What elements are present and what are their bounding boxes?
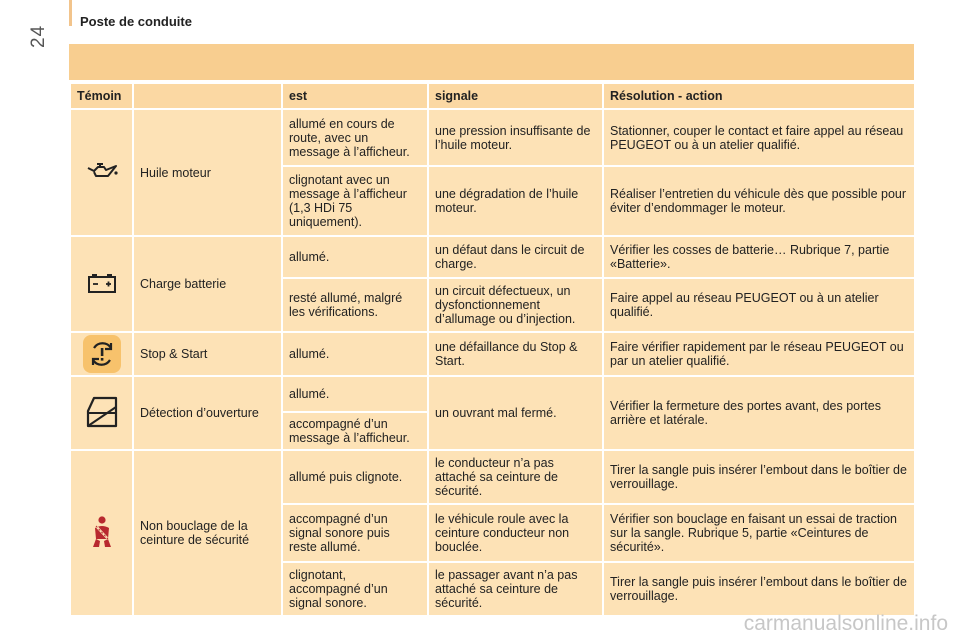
header-temoin: Témoin bbox=[70, 83, 133, 109]
action-cell: Vérifier son bouclage en faisant un essai de traction sur la sangle. Rubrique 5, partie «Ceintures de sécurité». bbox=[603, 504, 915, 562]
group-name: Huile moteur bbox=[133, 109, 282, 236]
group-name: Charge batterie bbox=[133, 236, 282, 332]
section-title: Poste de conduite bbox=[80, 14, 192, 29]
door-open-icon bbox=[84, 395, 120, 432]
group-name: Non bouclage de la ceinture de sécurité bbox=[133, 450, 282, 616]
table-row bbox=[70, 376, 915, 412]
icon-cell bbox=[70, 450, 133, 616]
state-cell: resté allumé, malgré les vérifications. bbox=[282, 278, 428, 332]
header-signale: signale bbox=[428, 83, 603, 109]
signal-cell: le passager avant n’a pas attaché sa ceinture de sécurité. bbox=[428, 562, 603, 616]
group-name: Stop & Start bbox=[133, 332, 282, 376]
battery-icon bbox=[87, 272, 117, 297]
action-cell: Stationner, couper le contact et faire appel au réseau PEUGEOT ou à un atelier qualifié. bbox=[603, 109, 915, 166]
action-cell: Faire vérifier rapidement par le réseau PEUGEOT ou par un atelier qualifié. bbox=[603, 332, 915, 376]
signal-cell: un ouvrant mal fermé. bbox=[428, 376, 603, 450]
table-header-row bbox=[70, 83, 915, 109]
state-cell: allumé en cours de route, avec un message à l’afficheur. bbox=[282, 109, 428, 166]
state-cell: allumé. bbox=[282, 236, 428, 278]
state-cell: clignotant, accompagné d’un signal sonore. bbox=[282, 562, 428, 616]
signal-cell: une défaillance du Stop & Start. bbox=[428, 332, 603, 376]
header-name bbox=[133, 83, 282, 109]
state-cell: accompagné d’un signal sonore puis reste allumé. bbox=[282, 504, 428, 562]
action-cell: Vérifier la fermeture des portes avant, des portes arrière et latérale. bbox=[603, 376, 915, 450]
state-cell: allumé puis clignote. bbox=[282, 450, 428, 504]
oil-can-icon bbox=[85, 161, 119, 184]
icon-cell bbox=[70, 332, 133, 376]
table-row bbox=[70, 109, 915, 166]
state-cell: allumé. bbox=[282, 376, 428, 412]
header-resolution: Résolution - action bbox=[603, 83, 915, 109]
action-cell: Tirer la sangle puis insérer l’embout dans le boîtier de verrouillage. bbox=[603, 450, 915, 504]
action-cell: Faire appel au réseau PEUGEOT ou à un atelier qualifié. bbox=[603, 278, 915, 332]
signal-cell: une pression insuffisante de l’huile moteur. bbox=[428, 109, 603, 166]
header-est: est bbox=[282, 83, 428, 109]
section-accent-bar bbox=[69, 0, 72, 26]
state-cell: accompagné d’un message à l’afficheur. bbox=[282, 412, 428, 450]
warning-lights-table bbox=[69, 82, 916, 617]
table-row bbox=[70, 450, 915, 504]
state-cell: allumé. bbox=[282, 332, 428, 376]
seatbelt-icon bbox=[88, 515, 116, 552]
icon-cell bbox=[70, 236, 133, 332]
page-number: 24 bbox=[28, 24, 49, 48]
header-band bbox=[69, 44, 914, 80]
action-cell: Réaliser l’entretien du véhicule dès que possible pour éviter d’endommager le moteur. bbox=[603, 166, 915, 236]
signal-cell: une dégradation de l’huile moteur. bbox=[428, 166, 603, 236]
state-cell: clignotant avec un message à l’afficheur (1,3 HDi 75 uniquement). bbox=[282, 166, 428, 236]
table-row bbox=[70, 332, 915, 376]
signal-cell: le conducteur n’a pas attaché sa ceinture de sécurité. bbox=[428, 450, 603, 504]
action-cell: Tirer la sangle puis insérer l’embout dans le boîtier de verrouillage. bbox=[603, 562, 915, 616]
icon-cell bbox=[70, 109, 133, 236]
action-cell: Vérifier les cosses de batterie… Rubrique 7, partie «Batterie». bbox=[603, 236, 915, 278]
signal-cell: un circuit défectueux, un dysfonctionnement d’allumage ou d’injection. bbox=[428, 278, 603, 332]
icon-cell bbox=[70, 376, 133, 450]
watermark: carmanualsonline.info bbox=[743, 612, 948, 635]
signal-cell: un défaut dans le circuit de charge. bbox=[428, 236, 603, 278]
stop-start-warning-icon bbox=[83, 335, 121, 373]
table-row bbox=[70, 236, 915, 278]
signal-cell: le véhicule roule avec la ceinture conducteur non bouclée. bbox=[428, 504, 603, 562]
group-name: Détection d’ouverture bbox=[133, 376, 282, 450]
